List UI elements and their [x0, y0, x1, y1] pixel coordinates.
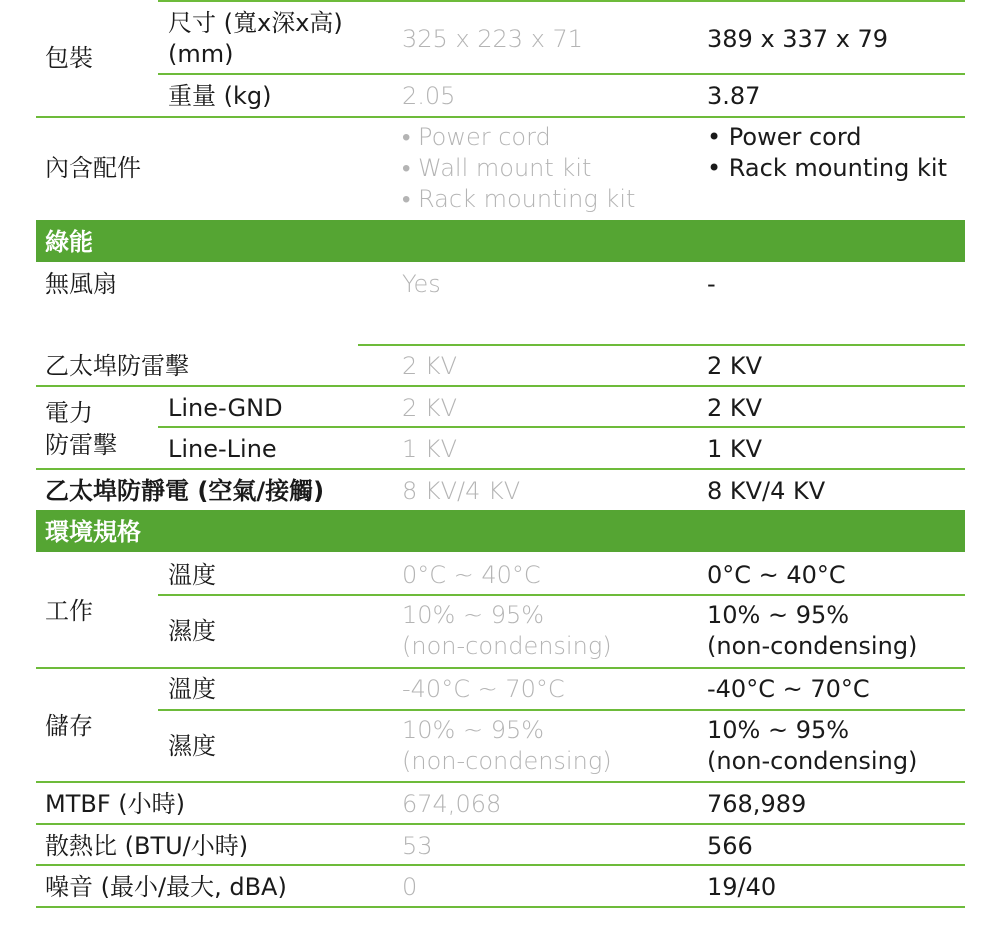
group-label-packaging: 包裝 — [45, 44, 93, 72]
value-b-fanless: - — [707, 270, 716, 298]
value-a-accessories — [402, 122, 635, 215]
value-b-st-temperature: -40°C ~ 70°C — [707, 675, 870, 703]
rule — [36, 823, 965, 825]
list-item: • Power cord — [402, 123, 551, 151]
row-label-noise: 噪音 (最小/最大, dBA) — [45, 873, 287, 901]
section-header-green — [36, 220, 965, 262]
rule — [158, 73, 965, 75]
section-header-environment — [36, 510, 965, 552]
row-label-ethernet-surge: 乙太埠防雷擊 — [45, 352, 189, 380]
row-label-heat: 散熱比 (BTU/小時) — [45, 832, 249, 860]
value-a-op-temperature: 0°C ~ 40°C — [402, 561, 541, 589]
value-b-mtbf: 768,989 — [707, 790, 807, 818]
value-a-line-line: 1 KV — [402, 435, 458, 463]
rule — [158, 594, 965, 596]
value-line: 10% ~ 95% — [707, 716, 850, 744]
rule — [36, 864, 965, 866]
value-line: (non-condensing) — [707, 747, 918, 775]
rule — [36, 385, 965, 387]
value-b-line-line: 1 KV — [707, 435, 763, 463]
value-a-fanless: Yes — [402, 270, 441, 298]
value-b-op-humidity — [707, 600, 917, 662]
list-item: • Rack mounting kit — [402, 185, 636, 213]
value-a-mtbf: 674,068 — [402, 790, 502, 818]
value-line: 10% ~ 95% — [402, 601, 545, 629]
value-line: 10% ~ 95% — [402, 716, 545, 744]
row-label-weight: 重量 (kg) — [168, 82, 272, 110]
list-item: • Power cord — [707, 123, 862, 151]
rule — [36, 906, 965, 908]
row-label-line: 尺寸 (寬x深x高) — [168, 9, 343, 37]
value-line: (non-condensing) — [402, 632, 612, 660]
rule — [36, 116, 965, 118]
value-b-dimensions: 389 x 337 x 79 — [707, 25, 889, 53]
value-b-weight: 3.87 — [707, 82, 761, 110]
value-a-dimensions: 325 x 223 x 71 — [402, 25, 584, 53]
group-label-line: 電力 — [45, 399, 93, 427]
row-label-accessories: 內含配件 — [45, 154, 141, 182]
section-title: 綠能 — [45, 228, 93, 256]
rule — [358, 344, 965, 346]
row-label-dimensions — [168, 8, 343, 70]
rule — [158, 0, 965, 2]
value-a-st-temperature: -40°C ~ 70°C — [402, 675, 565, 703]
row-label-op-humidity: 濕度 — [168, 617, 216, 645]
rule — [36, 667, 965, 669]
value-b-st-humidity — [707, 715, 917, 777]
section-title: 環境規格 — [45, 518, 141, 546]
value-a-ethernet-surge: 2 KV — [402, 352, 458, 380]
value-line: (non-condensing) — [707, 632, 918, 660]
row-label-st-temperature: 溫度 — [168, 675, 216, 703]
group-label-operating: 工作 — [45, 597, 93, 625]
rule — [158, 709, 965, 711]
value-line: 10% ~ 95% — [707, 601, 850, 629]
rule — [158, 426, 965, 428]
row-label-line: (mm) — [168, 40, 234, 68]
value-b-accessories — [707, 122, 947, 184]
value-a-heat: 53 — [402, 832, 433, 860]
row-label-op-temperature: 溫度 — [168, 561, 216, 589]
row-label-st-humidity: 濕度 — [168, 732, 216, 760]
row-label-esd: 乙太埠防靜電 (空氣/接觸) — [45, 477, 325, 505]
value-b-op-temperature: 0°C ~ 40°C — [707, 561, 846, 589]
group-label-power-surge — [45, 397, 117, 461]
list-item: • Wall mount kit — [402, 154, 592, 182]
group-label-line: 防雷擊 — [45, 431, 117, 459]
value-b-esd: 8 KV/4 KV — [707, 477, 826, 505]
value-a-st-humidity — [402, 715, 612, 777]
row-label-mtbf: MTBF (小時) — [45, 790, 185, 818]
value-b-ethernet-surge: 2 KV — [707, 352, 763, 380]
value-a-noise: 0 — [402, 873, 418, 901]
value-b-noise: 19/40 — [707, 873, 777, 901]
row-label-fanless: 無風扇 — [45, 270, 117, 298]
value-a-line-gnd: 2 KV — [402, 394, 458, 422]
rule — [36, 468, 965, 470]
value-line: (non-condensing) — [402, 747, 612, 775]
value-a-op-humidity — [402, 600, 612, 662]
value-a-weight: 2.05 — [402, 82, 456, 110]
list-item: • Rack mounting kit — [707, 154, 947, 182]
value-b-heat: 566 — [707, 832, 753, 860]
row-label-line-line: Line-Line — [168, 435, 277, 463]
rule — [36, 781, 965, 783]
row-label-line-gnd: Line-GND — [168, 394, 283, 422]
group-label-storage: 儲存 — [45, 712, 93, 740]
value-b-line-gnd: 2 KV — [707, 394, 763, 422]
value-a-esd: 8 KV/4 KV — [402, 477, 521, 505]
